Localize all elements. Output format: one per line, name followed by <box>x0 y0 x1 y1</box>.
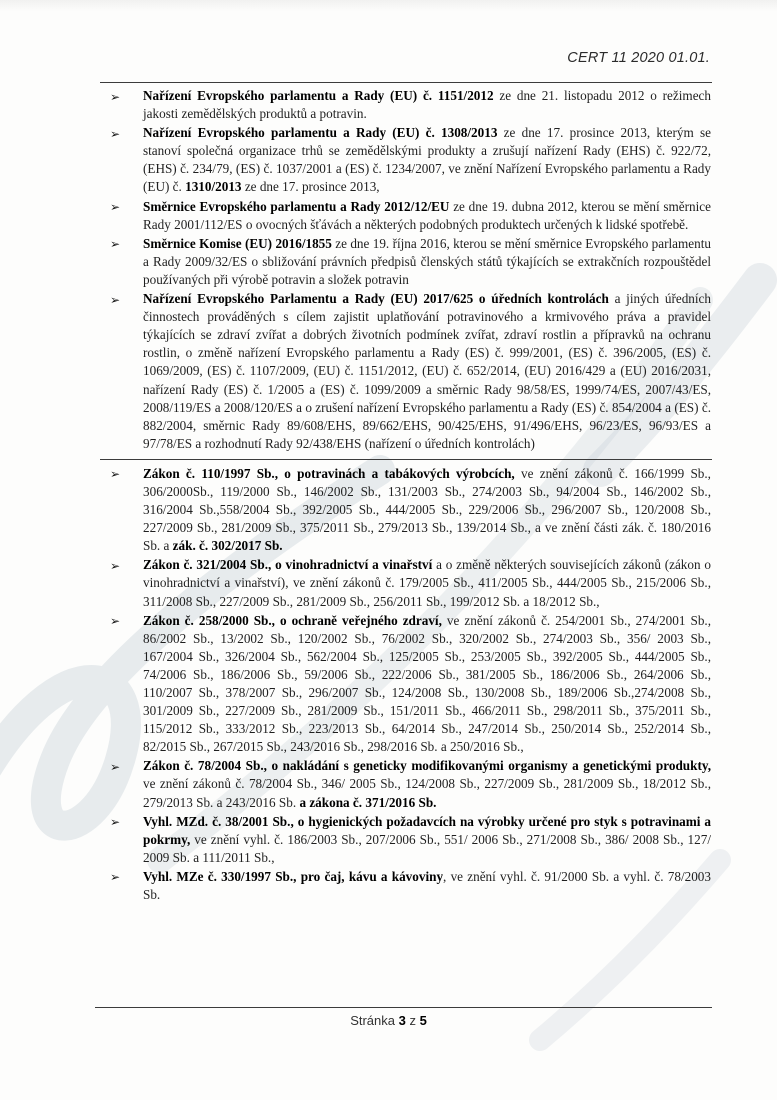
list-item-text <box>143 198 711 234</box>
list-item <box>110 757 711 811</box>
bold-text-run: Nařízení Evropského parlamentu a Rady (EU) č. 1151/2012 <box>143 88 494 103</box>
list-item <box>110 198 711 234</box>
document-body <box>110 87 711 905</box>
bold-text-run: a zákona č. 371/2016 Sb. <box>299 794 437 810</box>
bold-text-run: 1310/2013 <box>185 179 242 195</box>
list-item <box>110 124 711 196</box>
arrow-bullet-icon: ➢ <box>110 292 121 307</box>
text-run: ze dne 19. dubna 2012, kterou se mění směrnice Rady 2001/112/ES o ovocných šťávách a některých podobných produktech určených k lidské spotřebě. <box>143 198 711 232</box>
arrow-bullet-icon: ➢ <box>110 614 121 629</box>
bold-text-run: Zákon č. 110/1997 Sb., o potravinách a tabákových výrobcích, <box>143 465 515 481</box>
list-item-text <box>143 556 711 610</box>
list-item <box>110 87 711 123</box>
text-run: z <box>405 1013 420 1028</box>
text-run: Stránka <box>350 1013 399 1028</box>
scan-edge-artifact <box>0 0 777 12</box>
list-item-text <box>143 757 711 811</box>
text-run: ve znění vyhl. č. 186/2003 Sb., 207/2006 Sb., 551/ 2006 Sb., 271/2008 Sb., 386/ 2008 Sb., 127/ 2009 Sb. a 111/2011 Sb., <box>143 831 711 865</box>
arrow-bullet-icon: ➢ <box>110 237 121 252</box>
list-item <box>110 868 711 904</box>
text-run: a jiných úředních činnostech prováděných s cílem zajistit uplatňování potravinového a krmivového práva a pravidel týkajících se zdraví zvířat a dobrých životních podmínek zvířat, zdraví rostlin a přípravků na ochranu rostlin, o změně nařízení Evropského parlamentu a Rady (ES) č. 999/2001, (ES) č. 396/2005, (ES) č. 1069/2009, (ES) č. 1107/2009, (EU) č. 1151/2012, (EU) č. 652/2014, (EU) 2016/429 a (EU) 2016/2031, nařízení Rady (ES) č. 1/2005 a (ES) č. 1099/2009 a směrnic Rady 98/58/ES, 1999/74/ES, 2007/43/ES, 2008/119/ES a 2008/120/ES a o zrušení nařízení Evropského parlamentu a Rady (ES) č. 854/2004 a (ES) č. 882/2004, směrnic Rady 89/608/EHS, 89/662/EHS, 90/425/EHS, 91/496/EHS, 96/23/ES, 96/93/ES a 97/78/ES a rozhodnutí Rady 92/438/EHS (nařízení o úředních kontrolách) <box>143 291 712 451</box>
bold-text-run: Nařízení Evropského Parlamentu a Rady (EU) 2017/625 o úředních kontrolách <box>143 291 609 307</box>
bold-text-run: Zákon č. 321/2004 Sb., o vinohradnictví a vinařství <box>143 557 433 573</box>
arrow-bullet-icon: ➢ <box>110 870 121 885</box>
list-item-text <box>143 235 711 289</box>
list-item-text <box>143 813 711 867</box>
bold-text-run: Nařízení Evropského parlamentu a Rady (EU) č. 1308/2013 <box>143 125 498 141</box>
text-run: ve znění zákonů č. 166/1999 Sb., 306/2000Sb., 119/2000 Sb., 146/2002 Sb., 131/2003 Sb., 274/2003 Sb., 94/2004 Sb., 146/2002 Sb., 316/2004 Sb.,558/2004 Sb., 392/2005 Sb., 444/2005 Sb., 229/2006 Sb., 296/2007 Sb., 120/2008 Sb., 227/2009 Sb., 281/2009 Sb., 375/2011 Sb., 279/2013 Sb., 139/2014 Sb., a ve znění části zák. č. 180/2016 Sb. a <box>143 465 711 554</box>
text-run: , ve znění vyhl. č. 91/2000 Sb. a vyhl. č. 78/2003 Sb. <box>143 868 711 903</box>
list-item <box>110 612 711 757</box>
bold-text-run: 3 <box>398 1013 406 1028</box>
list-item <box>110 465 711 555</box>
footer-rule <box>95 1007 712 1008</box>
text-run: a o změně některých souvisejících zákonů (zákon o vinohradnictví a vinařství), ve znění zákonů č. 179/2005 Sb., 411/2005 Sb., 444/2005 Sb., 215/2006 Sb., 311/2008 Sb., 227/2009 Sb., 281/2009 Sb., 256/2011 Sb., 199/2012 Sb. a 18/2012 Sb., <box>143 557 711 609</box>
list-item-text <box>143 124 711 196</box>
arrow-bullet-icon: ➢ <box>110 558 121 573</box>
list-item-text <box>143 290 711 453</box>
text-run: ve znění zákonů č. 254/2001 Sb., 274/2001 Sb., 86/2002 Sb., 13/2002 Sb., 120/2002 Sb., 76/2002 Sb., 320/2002 Sb., 274/2003 Sb., 356/ 2003 Sb., 167/2004 Sb., 326/2004 Sb., 562/2004 Sb., 125/2005 Sb., 253/2005 Sb., 392/2005 Sb., 444/2005 Sb., 74/2006 Sb., 186/2006 Sb., 59/2006 Sb., 222/2006 Sb., 381/2005 Sb., 186/2006 Sb., 264/2006 Sb., 110/2007 Sb., 378/2007 Sb., 296/2007 Sb., 124/2008 Sb., 130/2008 Sb., 189/2006 Sb.,274/2008 Sb., 301/2009 Sb., 227/2009 Sb., 281/2009 Sb., 151/2011 Sb., 466/2011 Sb., 298/2011 Sb., 375/2011 Sb., 115/2012 Sb., 333/2012 Sb., 223/2013 Sb., 64/2014 Sb., 247/2014 Sb., 250/2014 Sb., 252/2014 Sb., 82/2015 Sb., 267/2015 Sb., 243/2016 Sb., 298/2016 Sb. a 250/2016 Sb., <box>143 612 712 755</box>
list-item-text <box>143 465 711 555</box>
list-item <box>110 813 711 867</box>
arrow-bullet-icon: ➢ <box>110 89 121 104</box>
bold-text-run: Zákon č. 258/2000 Sb., o ochraně veřejného zdraví, <box>143 612 442 628</box>
arrow-bullet-icon: ➢ <box>110 126 121 141</box>
bold-text-run: zák. č. 302/2017 Sb. <box>172 538 283 554</box>
text-run: ve znění zákonů č. 78/2004 Sb., 346/ 2005 Sb., 124/2008 Sb., 227/2009 Sb., 281/2009 Sb., 18/2012 Sb., 279/2013 Sb. a 243/2016 Sb. <box>143 776 711 810</box>
bold-text-run: Vyhl. MZe č. 330/1997 Sb., pro čaj, kávu a kávoviny <box>143 868 444 884</box>
text-run: ze dne 21. listopadu 2012 o režimech jakosti zemědělských produktů a potravin. <box>143 88 711 122</box>
eu-regulations-list <box>110 87 711 453</box>
bold-text-run: Směrnice Evropského parlamentu a Rady 2012/12/EU <box>143 198 450 214</box>
text-run: ze dne 17. prosince 2013, <box>241 179 380 195</box>
list-item <box>110 235 711 289</box>
bold-text-run: Vyhl. MZd. č. 38/2001 Sb., o hygienických požadavcích na výrobky určené pro styk s potravinami a pokrmy, <box>143 813 711 847</box>
arrow-bullet-icon: ➢ <box>110 759 121 774</box>
document-code: CERT 11 2020 01.01. <box>567 50 710 66</box>
text-run: ze dne 19. října 2016, kterou se mění směrnice Evropského parlamentu a Rady 2009/32/ES o sbližování právních předpisů členských států týkajících se extrakčních rozpouštědel používaných při výrobě potravin a složek potravin <box>143 235 711 287</box>
list-item-text <box>143 612 711 757</box>
list-item-text <box>143 87 711 123</box>
list-item <box>110 556 711 610</box>
text-run: ze dne 17. prosince 2013, kterým se stanoví společná organizace trhů se zemědělskými produkty a zrušují nařízení Rady (EHS) č. 922/72, (EHS) č. 234/79, (ES) č. 1037/2001 a (ES) č. 1234/2007, ve znění Nařízení Evropského parlamentu a Rady (EU) č. <box>143 125 711 195</box>
bold-text-run: Zákon č. 78/2004 Sb., o nakládání s geneticky modifikovanými organismy a genetickými produkty, <box>143 758 711 774</box>
list-item <box>110 290 711 453</box>
header-rule <box>100 82 712 83</box>
arrow-bullet-icon: ➢ <box>110 200 121 215</box>
arrow-bullet-icon: ➢ <box>110 467 121 482</box>
bold-text-run: Směrnice Komise (EU) 2016/1855 <box>143 235 332 251</box>
czech-laws-list <box>110 465 711 904</box>
bold-text-run: 5 <box>419 1013 427 1028</box>
section-divider-rule <box>100 459 712 460</box>
arrow-bullet-icon: ➢ <box>110 815 121 830</box>
list-item-text <box>143 868 711 904</box>
page-number-label <box>0 1013 777 1028</box>
